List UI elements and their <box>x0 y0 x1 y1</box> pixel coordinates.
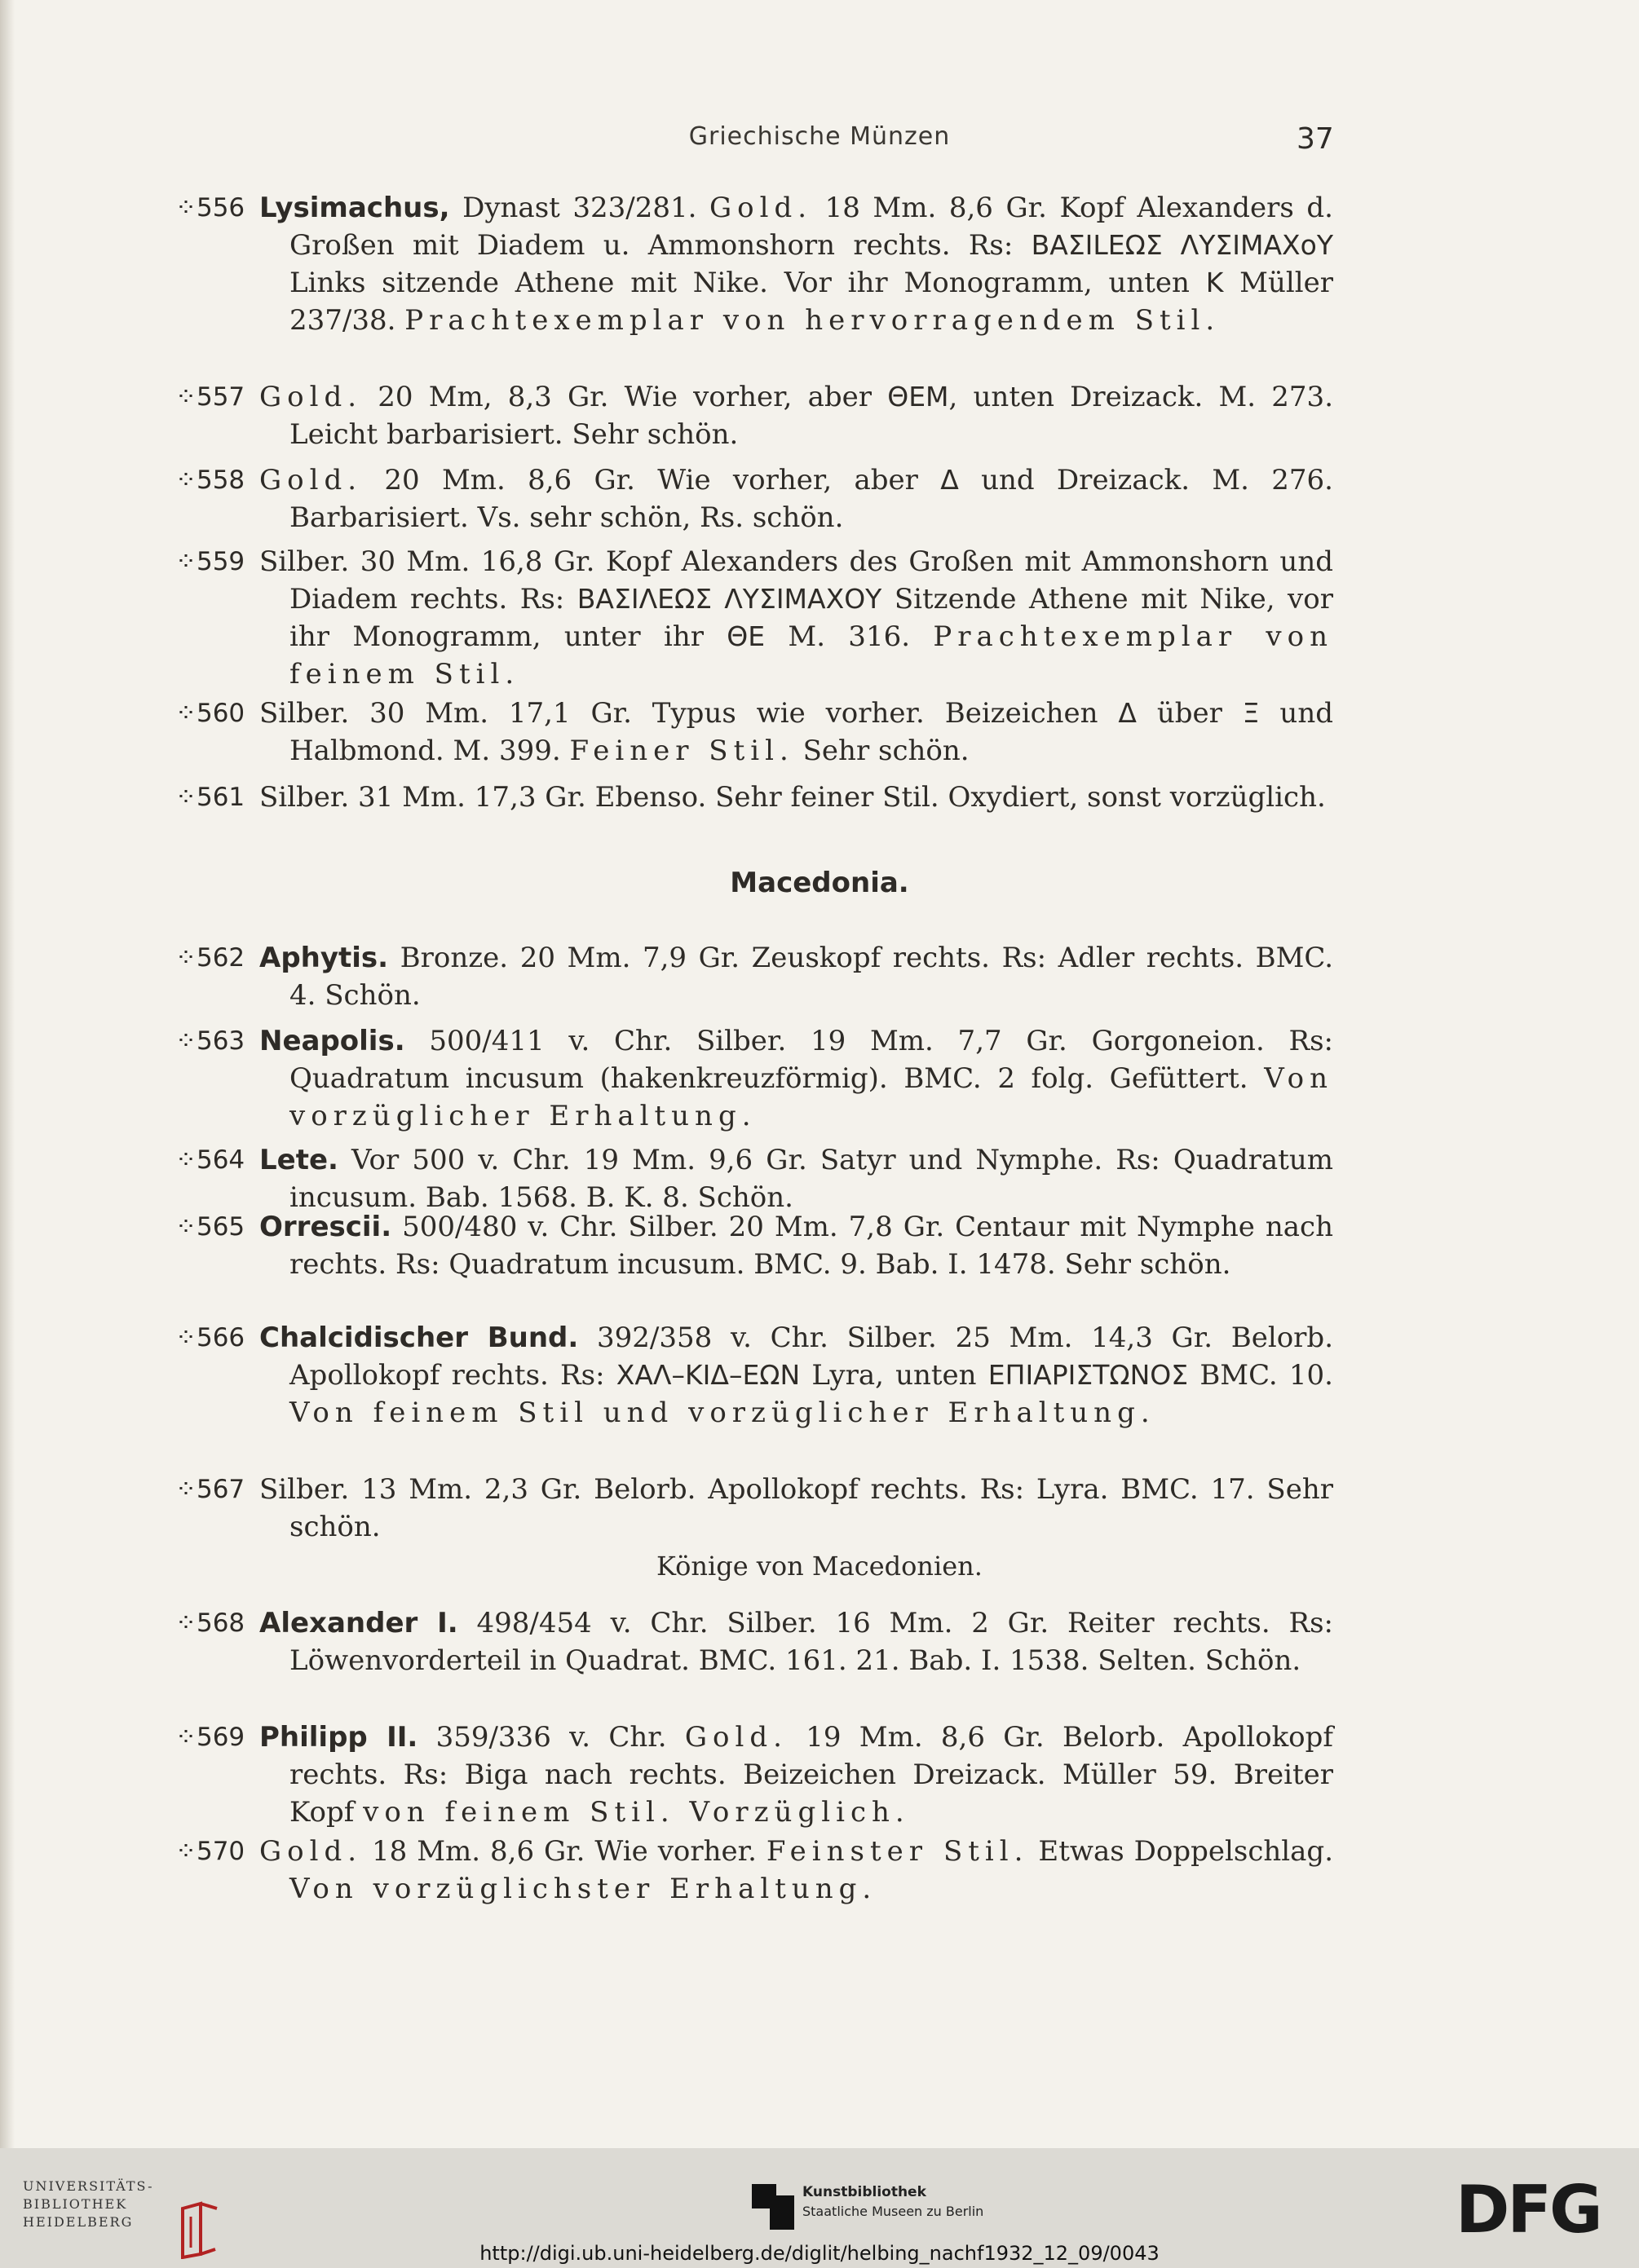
entry-segment: 20 Mm. 8,6 Gr. Wie vorher, aber <box>362 464 941 496</box>
entry-heading: Alexander I. <box>259 1607 458 1639</box>
entry-text <box>259 939 1333 1014</box>
greek-inscription: ΘΕΜ <box>887 381 949 413</box>
greek-inscription: ΕΠΙΑΡΙΣΤΩΝΟΣ <box>987 1359 1189 1391</box>
entry-segment: Bronze. 20 Mm. 7,9 Gr. Zeuskopf rechts. Rs: Adler rechts. BMC. 4. Schön. <box>289 942 1333 1012</box>
entry-segment: Silber. 13 Mm. 2,3 Gr. Belorb. Apollokopf rechts. Rs: Lyra. BMC. 17. Sehr schön. <box>259 1473 1333 1543</box>
entry-segment: 500/411 v. Chr. Silber. 19 Mm. 7,7 Gr. Gorgoneion. Rs: Quadratum incusum (hakenkreuzförmig). BMC. 2 folg. Gefüttert. <box>289 1025 1333 1095</box>
catalog-entry <box>175 378 1333 453</box>
entry-number: ⁘557 <box>175 382 245 412</box>
entry-segment: Silber. 30 Mm. 16,8 Gr. Kopf Alexanders des Großen mit Ammonshorn und Diadem rechts. Rs: <box>259 545 1333 616</box>
greek-inscription: Δ <box>1118 697 1137 729</box>
catalog-entry <box>175 1319 1333 1432</box>
section-heading-koenige: Könige von Macedonien. <box>656 1551 983 1582</box>
entry-number: ⁘561 <box>175 783 245 812</box>
kunstbibliothek-name: Kunstbibliothek <box>802 2184 926 2200</box>
greek-inscription: ΒΑΣΙΛΕΩΣ ΛΥΣΙΜΑΧΟΥ <box>577 583 882 615</box>
entry-text <box>259 189 1333 339</box>
entry-segment: , unten Dreizack. M. 273. Leicht barbarisiert. Sehr schön. <box>289 381 1333 451</box>
entry-segment: Prachtexemplar von feinem Stil. <box>289 620 1333 691</box>
dfg-logo[interactable]: DFG <box>1456 2172 1601 2248</box>
kunstbibliothek-subtitle: Staatliche Museen zu Berlin <box>802 2204 984 2219</box>
entry-heading: Philipp II. <box>259 1721 418 1754</box>
entry-segment: Lyra, unten <box>800 1359 988 1392</box>
entry-segment: Gold. <box>259 381 363 413</box>
catalog-entry <box>175 695 1333 770</box>
entry-segment: Feinster Stil. <box>766 1835 1029 1868</box>
entry-segment: Vor 500 v. Chr. 19 Mm. 9,6 Gr. Satyr und Nymphe. Rs: Quadratum incusum. Bab. 1568. B. K. 8. Schön. <box>289 1144 1333 1214</box>
entry-segment: Feiner Stil. <box>569 735 794 767</box>
entry-segment: Etwas Doppelschlag. <box>1028 1835 1333 1868</box>
entry-segment: Gold. <box>684 1721 788 1754</box>
entry-heading: Lysimachus, <box>259 192 450 224</box>
entry-segment: Links sitzende Athene mit Nike. Vor ihr Monogramm, unten <box>289 267 1206 299</box>
entry-segment: Dynast 323/281. <box>449 192 709 224</box>
entry-segment: Gold. <box>709 192 813 224</box>
greek-inscription: ΒΑΣΙLΕΩΣ ΛΥΣΙΜΑΧoΥ <box>1031 229 1333 261</box>
entry-segment: Gold. <box>259 464 363 496</box>
entry-segment: 19 Mm. 8,6 Gr. Belorb. Apollokopf rechts. Rs: Biga nach rechts. Beizeichen Dreizack. Müller 59. Breiter Kopf <box>289 1721 1333 1829</box>
entry-text <box>259 779 1333 816</box>
entry-segment: Silber. 30 Mm. 17,1 Gr. Typus wie vorher. Beizeichen <box>259 697 1119 730</box>
entry-segment: 359/336 v. Chr. <box>417 1721 685 1754</box>
entry-segment: Sitzende Athene mit Nike, vor ihr Monogramm, unter ihr <box>289 583 1333 653</box>
entry-heading: Aphytis. <box>259 942 389 974</box>
entry-number: ⁘565 <box>175 1212 245 1242</box>
page-number: 37 <box>1297 122 1334 156</box>
ub-line: BIBLIOTHEK <box>23 2196 128 2212</box>
entry-segment: Gold. <box>259 1835 363 1868</box>
entry-text <box>259 1141 1333 1216</box>
catalog-entry <box>175 1833 1333 1908</box>
entry-segment: 500/480 v. Chr. Silber. 20 Mm. 7,8 Gr. Centaur mit Nymphe nach rechts. Rs: Quadratum incusum. BMC. 9. Bab. I. 1478. Sehr schön. <box>289 1211 1333 1281</box>
entry-number: ⁘566 <box>175 1323 245 1352</box>
entry-segment: Müller 237/38. <box>289 267 1333 337</box>
entry-segment: 498/454 v. Chr. Silber. 16 Mm. 2 Gr. Reiter rechts. Rs: Löwenvorderteil in Quadrat. BMC. 161. 21. Bab. I. 1538. Selten. Schön. <box>289 1607 1333 1677</box>
greek-inscription: Ξ <box>1242 697 1260 729</box>
catalog-entry <box>175 1022 1333 1135</box>
entry-segment: 18 Mm. 8,6 Gr. Kopf Alexanders d. Großen mit Diadem u. Ammonshorn rechts. Rs: <box>289 192 1333 262</box>
entry-segment: 20 Mm, 8,3 Gr. Wie vorher, aber <box>362 381 888 413</box>
entry-text <box>259 1719 1333 1831</box>
entry-text <box>259 461 1333 536</box>
entry-text <box>259 695 1333 770</box>
catalog-entry <box>175 1719 1333 1831</box>
entry-number: ⁘562 <box>175 943 245 973</box>
section-heading-macedonia: Macedonia. <box>730 867 909 899</box>
entry-segment: Von vorzüglicher Erhaltung. <box>289 1062 1333 1132</box>
entry-segment: Prachtexemplar von hervorragendem Stil. <box>404 304 1221 337</box>
entry-text <box>259 1833 1333 1908</box>
entry-text <box>259 1471 1333 1546</box>
entry-text <box>259 543 1333 693</box>
entry-segment: Sehr schön. <box>793 735 970 767</box>
entry-segment: über <box>1136 697 1243 730</box>
entry-number: ⁘556 <box>175 193 245 223</box>
catalog-entry <box>175 779 1333 816</box>
ub-line: UNIVERSITÄTS- <box>23 2178 154 2194</box>
entry-segment: 392/358 v. Chr. Silber. 25 Mm. 14,3 Gr. Belorb. Apollokopf rechts. Rs: <box>289 1322 1333 1392</box>
entry-text <box>259 378 1333 453</box>
catalog-entry <box>175 1604 1333 1679</box>
entry-segment: 18 Mm. 8,6 Gr. Wie vorher. <box>362 1835 766 1868</box>
entry-segment: Silber. 31 Mm. 17,3 Gr. Ebenso. Sehr feiner Stil. Oxydiert, sonst vorzüglich. <box>259 781 1326 814</box>
entry-segment: und Dreizack. M. 276. Barbarisiert. Vs. sehr schön, Rs. schön. <box>289 464 1333 534</box>
running-head: Griechische Münzen <box>688 122 951 151</box>
document-url[interactable]: http://digi.ub.uni-heidelberg.de/diglit/helbing_nachf1932_12_09/0043 <box>479 2242 1160 2265</box>
university-library-logo[interactable] <box>23 2178 198 2231</box>
catalog-entry <box>175 189 1333 339</box>
greek-inscription: ΘΕ <box>727 620 766 652</box>
entry-segment: BMC. 10. <box>1188 1359 1333 1392</box>
entry-number: ⁘564 <box>175 1145 245 1175</box>
ub-line: HEIDELBERG <box>23 2214 134 2230</box>
catalog-entry <box>175 939 1333 1014</box>
catalog-entry <box>175 1471 1333 1546</box>
entry-segment: Von feinem Stil und vorzüglicher Erhaltung. <box>289 1397 1155 1429</box>
catalog-entry <box>175 1208 1333 1283</box>
entry-number: ⁘558 <box>175 466 245 495</box>
entry-number: ⁘563 <box>175 1026 245 1056</box>
catalog-entry <box>175 461 1333 536</box>
greek-inscription: Δ <box>940 464 959 496</box>
entry-segment: Von vorzüglichster Erhaltung. <box>289 1873 877 1905</box>
entry-heading: Orrescii. <box>259 1211 392 1243</box>
entry-number: ⁘570 <box>175 1837 245 1866</box>
entry-text <box>259 1319 1333 1432</box>
entry-number: ⁘568 <box>175 1608 245 1638</box>
entry-text <box>259 1208 1333 1283</box>
entry-text <box>259 1022 1333 1135</box>
kunstbibliothek-icon <box>752 2184 794 2230</box>
entry-number: ⁘569 <box>175 1723 245 1752</box>
entry-number: ⁘560 <box>175 699 245 728</box>
catalog-entry <box>175 1141 1333 1216</box>
greek-inscription: ΧΑΛ–ΚΙΔ–ΕΩΝ <box>616 1359 801 1391</box>
entry-heading: Neapolis. <box>259 1025 405 1057</box>
entry-segment: von feinem Stil. Vorzüglich. <box>363 1796 910 1829</box>
entry-text <box>259 1604 1333 1679</box>
entry-heading: Chalcidischer Bund. <box>259 1322 579 1354</box>
entry-segment: M. 316. <box>765 620 934 653</box>
entry-number: ⁘567 <box>175 1475 245 1504</box>
entry-number: ⁘559 <box>175 547 245 576</box>
greek-inscription: Κ <box>1205 267 1224 298</box>
catalog-entry <box>175 543 1333 693</box>
entry-heading: Lete. <box>259 1144 338 1176</box>
entry-segment: und Halbmond. M. 399. <box>289 697 1333 767</box>
